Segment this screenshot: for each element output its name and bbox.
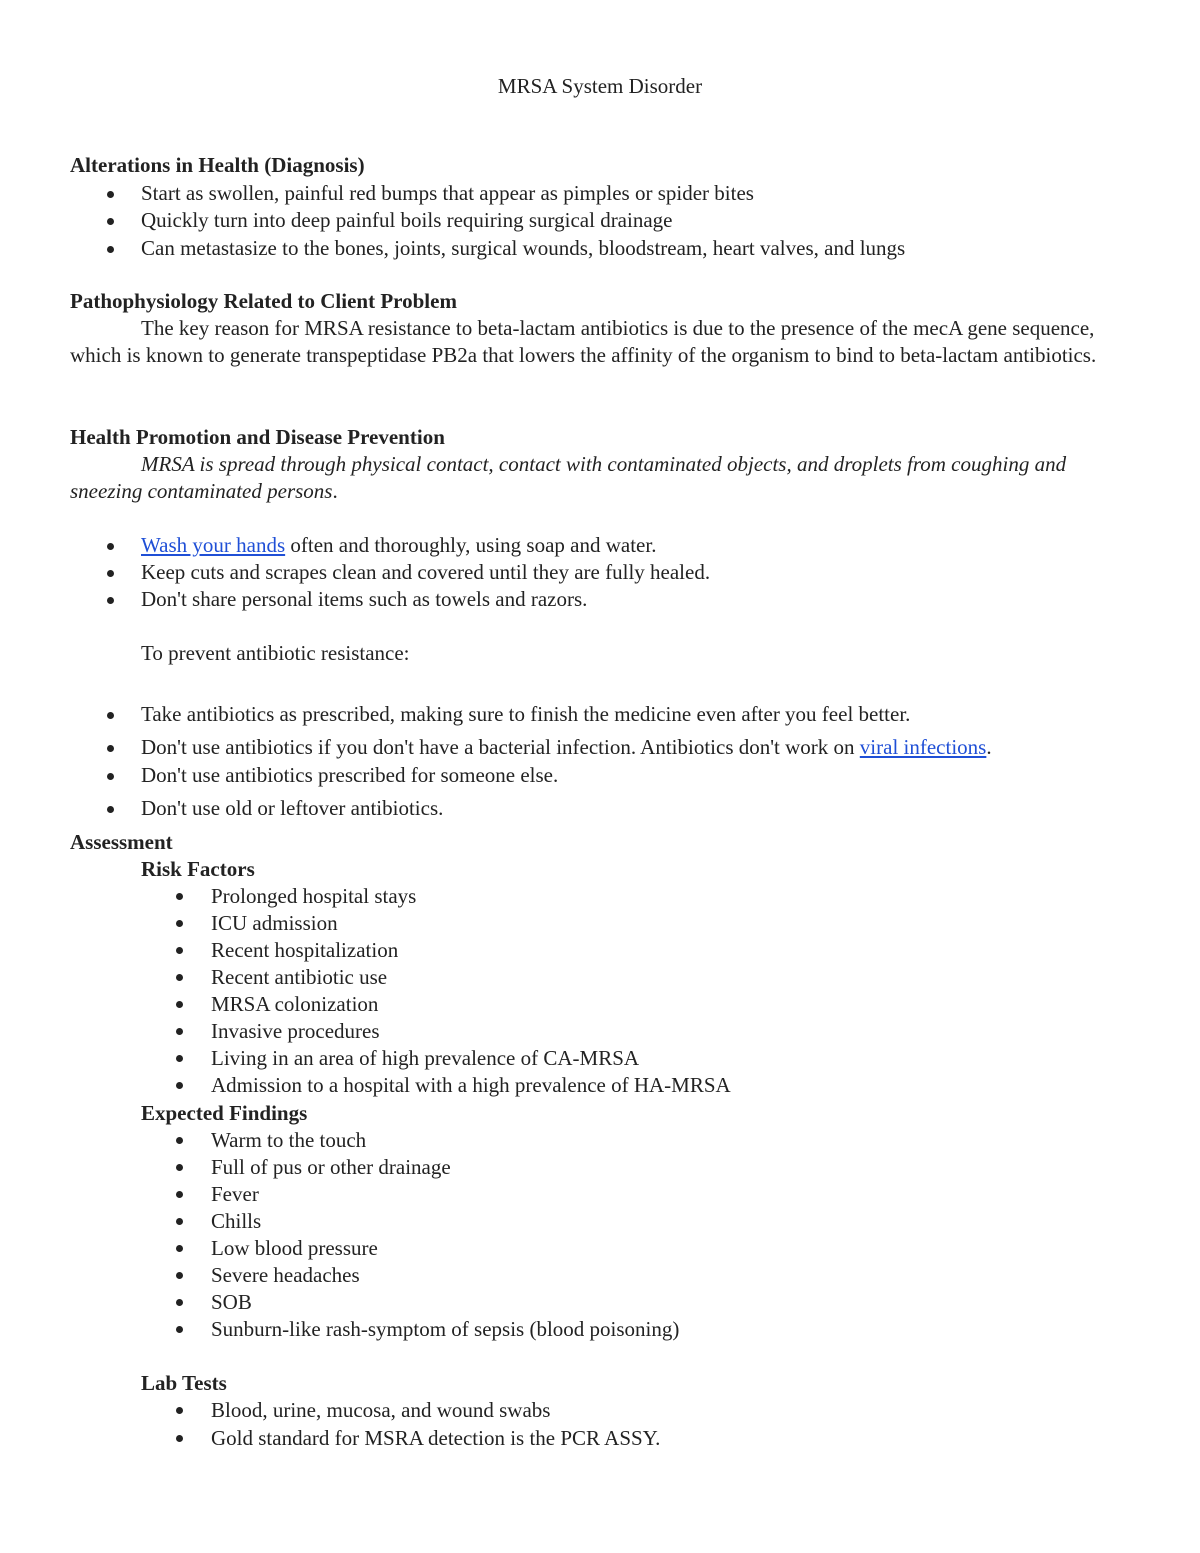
list-item [141, 532, 710, 559]
document-title: MRSA System Disorder [497, 74, 703, 98]
list-item: Don't use antibiotics prescribed for someone else. [141, 762, 992, 795]
expected-findings-list [211, 1127, 679, 1343]
viral-end: . [986, 735, 992, 759]
list-item: Admission to a hospital with a high prevalence of HA-MRSA [211, 1073, 731, 1097]
list-item: Gold standard for MSRA detection is the PCR ASSY. [211, 1426, 661, 1450]
list-item: Invasive procedures [211, 1018, 731, 1045]
list-item: ICU admission [211, 910, 731, 937]
pathophysiology-text: The key reason for MRSA resistance to beta-lactam antibiotics is due to the presence of the mecA gene sequence, which is known to generate transpeptidase PB2a that lowers the affinity of the organism to bind to beta-lactam antibiotics. [70, 316, 1097, 367]
assessment-heading: Assessment [70, 830, 173, 854]
viral-text: Don't use antibiotics if you don't have a bacterial infection. Antibiotics don't work on [141, 735, 860, 759]
list-item: Recent hospitalization [211, 937, 731, 964]
list-item: Chills [211, 1208, 679, 1235]
list-item: Prolonged hospital stays [211, 883, 731, 910]
list-item: Low blood pressure [211, 1235, 679, 1262]
list-item: Fever [211, 1181, 679, 1208]
list-item [141, 734, 992, 762]
wash-hands-link[interactable]: Wash your hands [141, 533, 286, 557]
prevention-heading: Health Promotion and Disease Prevention [70, 425, 445, 449]
lab-tests-heading: Lab Tests [141, 1371, 227, 1395]
list-item: Take antibiotics as prescribed, making sure to finish the medicine even after you feel better. [141, 701, 992, 734]
list-item: Sunburn-like rash-symptom of sepsis (blood poisoning) [211, 1317, 680, 1341]
list-item: Don't share personal items such as towels and razors. [141, 586, 710, 613]
list-item: Don't use old or leftover antibiotics. [141, 795, 992, 822]
resistance-list [141, 701, 992, 822]
list-item: SOB [211, 1289, 679, 1316]
resistance-label: To prevent antibiotic resistance: [141, 641, 410, 665]
alterations-list [141, 180, 905, 262]
risk-factors-list [211, 883, 731, 1099]
list-item: Keep cuts and scrapes clean and covered until they are fully healed. [141, 560, 711, 584]
prevention-intro-end: . [332, 479, 338, 503]
list-item: MRSA colonization [211, 991, 731, 1018]
risk-factors-heading: Risk Factors [141, 857, 255, 881]
list-item: Warm to the touch [211, 1127, 679, 1154]
prevention-intro-text: MRSA is spread through physical contact, contact with contaminated objects, and droplets from coughing and sneezing contaminated persons [70, 452, 1067, 503]
list-item: Living in an area of high prevalence of CA-MRSA [211, 1045, 731, 1072]
list-item: Start as swollen, painful red bumps that appear as pimples or spider bites [141, 180, 905, 207]
prevention-list [141, 532, 710, 613]
list-item: Full of pus or other drainage [211, 1154, 679, 1181]
list-item: Recent antibiotic use [211, 964, 731, 991]
prevention-intro [70, 451, 1140, 505]
wash-hands-text: often and thoroughly, using soap and water. [285, 533, 657, 557]
pathophysiology-heading: Pathophysiology Related to Client Problem [70, 289, 457, 313]
alterations-heading: Alterations in Health (Diagnosis) [70, 153, 365, 177]
list-item: Can metastasize to the bones, joints, surgical wounds, bloodstream, heart valves, and lungs [141, 235, 905, 262]
expected-findings-heading: Expected Findings [141, 1101, 308, 1125]
list-item: Quickly turn into deep painful boils requiring surgical drainage [141, 207, 905, 234]
lab-tests-list [211, 1397, 660, 1452]
list-item: Blood, urine, mucosa, and wound swabs [211, 1397, 660, 1425]
viral-infections-link[interactable]: viral infections [859, 735, 987, 759]
list-item: Severe headaches [211, 1262, 679, 1289]
